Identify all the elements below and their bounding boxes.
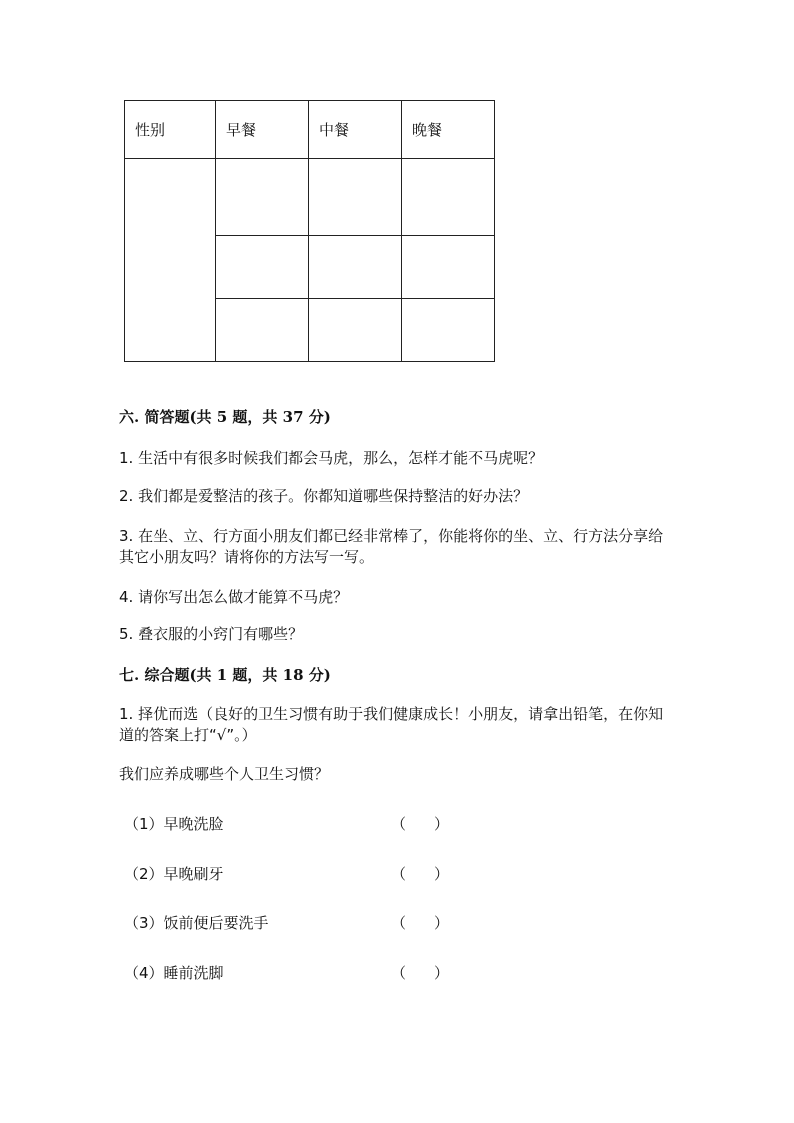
answer-bracket-3[interactable] — [391, 913, 449, 933]
answer-bracket-4[interactable] — [391, 963, 449, 983]
table-cell — [216, 299, 309, 362]
header-breakfast: 早餐 — [216, 101, 309, 159]
paren-open: （ — [391, 865, 407, 883]
section6-question-5: 5. 叠衣服的小窍门有哪些？ — [119, 625, 304, 643]
paren-open: （ — [391, 815, 407, 833]
section6-heading: 六. 简答题(共 5 题，共 37 分) — [119, 408, 331, 426]
section7-prompt: 我们应养成哪些个人卫生习惯？ — [119, 765, 330, 783]
option-label-3: （3）饭前便后要洗手 — [124, 914, 269, 932]
gender-cell — [125, 159, 216, 362]
section6-question-4: 4. 请你写出怎么做才能算不马虎？ — [119, 588, 349, 606]
paren-close: ） — [433, 964, 449, 982]
table-cell — [402, 299, 495, 362]
paren-close: ） — [433, 914, 449, 932]
table-cell — [402, 236, 495, 299]
table-header-row — [125, 101, 495, 159]
paren-close: ） — [433, 865, 449, 883]
header-gender: 性别 — [125, 101, 216, 159]
answer-bracket-1[interactable] — [391, 814, 449, 834]
answer-bracket-2[interactable] — [391, 864, 449, 884]
paren-close: ） — [433, 815, 449, 833]
paren-open: （ — [391, 964, 407, 982]
meal-table — [124, 100, 495, 362]
option-label-4: （4）睡前洗脚 — [124, 964, 224, 982]
table-cell — [309, 159, 402, 236]
table-row — [125, 159, 495, 236]
table-cell — [216, 159, 309, 236]
header-lunch: 中餐 — [309, 101, 402, 159]
table-cell — [309, 299, 402, 362]
header-dinner: 晚餐 — [402, 101, 495, 159]
section6-question-1: 1. 生活中有很多时候我们都会马虎，那么，怎样才能不马虎呢？ — [119, 449, 544, 467]
section7-heading: 七. 综合题(共 1 题，共 18 分) — [119, 666, 331, 684]
section6-question-3: 3. 在坐、立、行方面小朋友们都已经非常棒了，你能将你的坐、立、行方法分享给其它小朋友吗？请将你的方法写一写。 — [119, 527, 664, 566]
section7-question-1: 1. 择优而选（良好的卫生习惯有助于我们健康成长！小朋友，请拿出铅笔，在你知道的答案上打“√”。） — [119, 705, 664, 744]
table-cell — [309, 236, 402, 299]
option-label-1: （1）早晚洗脸 — [124, 815, 224, 833]
table-cell — [216, 236, 309, 299]
table-cell — [402, 159, 495, 236]
section6-question-2: 2. 我们都是爱整洁的孩子。你都知道哪些保持整洁的好办法？ — [119, 487, 529, 505]
option-label-2: （2）早晚刷牙 — [124, 865, 224, 883]
paren-open: （ — [391, 914, 407, 932]
